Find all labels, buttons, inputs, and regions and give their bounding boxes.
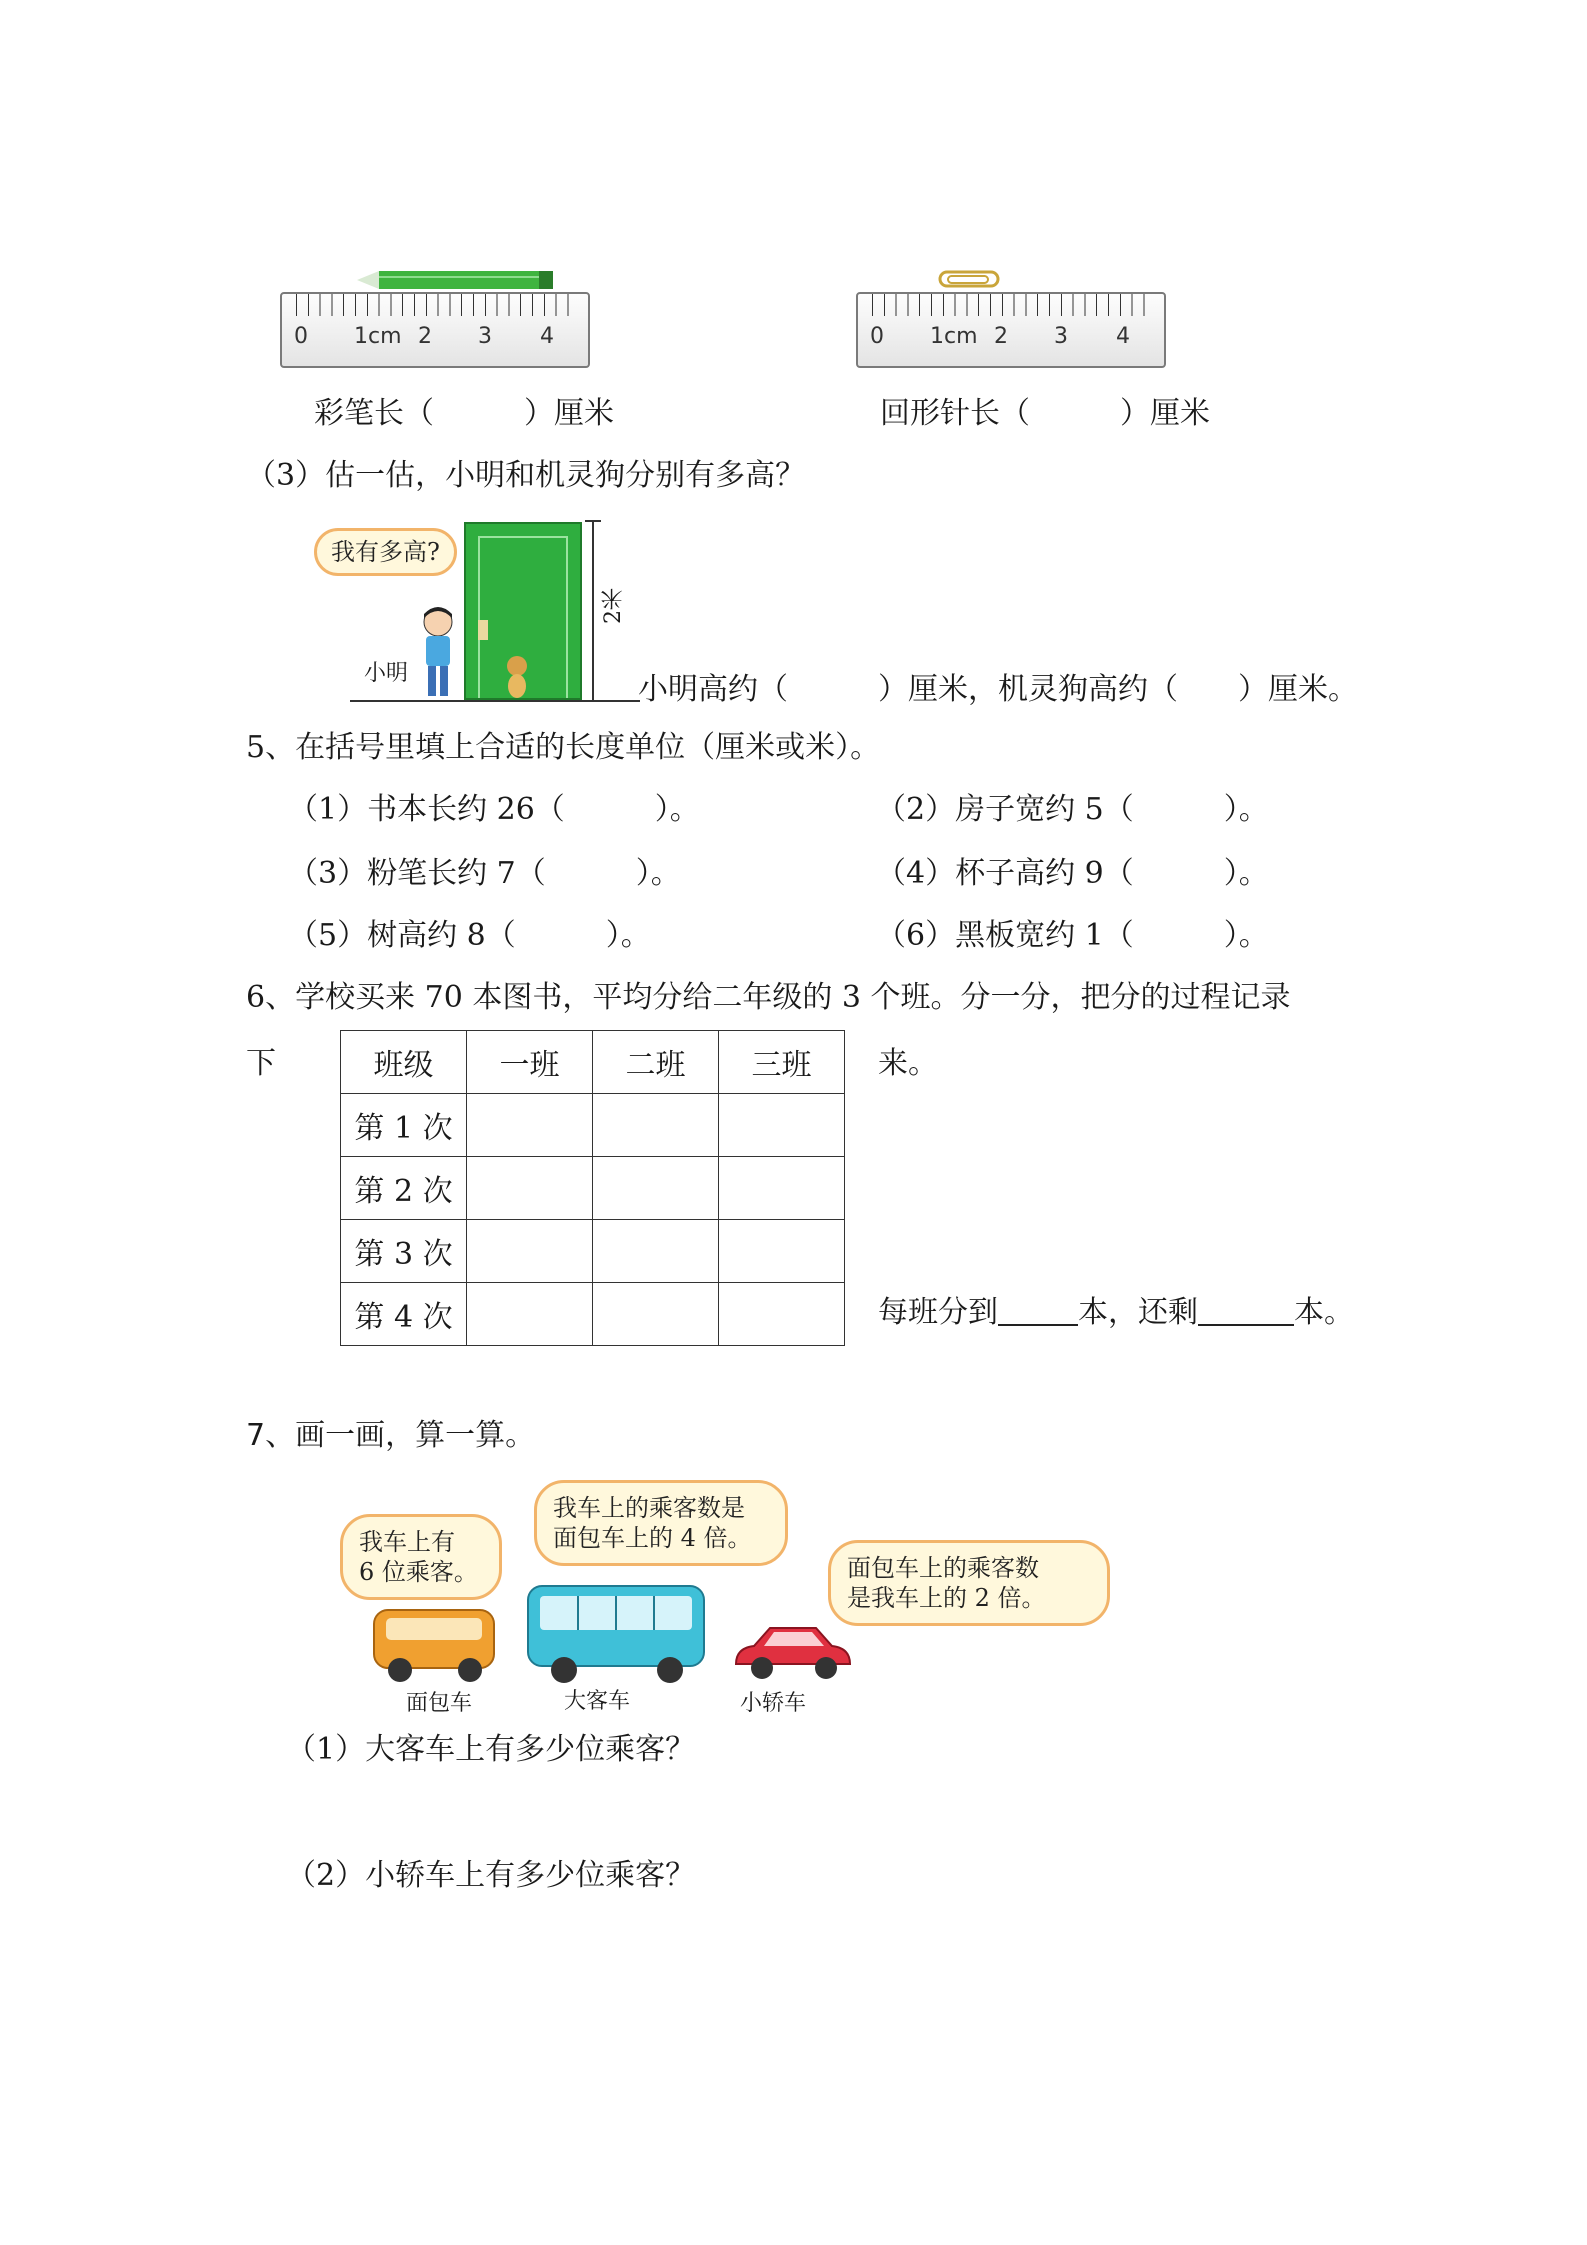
boy-icon [416, 606, 460, 702]
answer-cell[interactable] [593, 1283, 719, 1346]
q6-result [878, 1294, 1354, 1331]
clip-caption: 回形针长（ ）厘米 [880, 396, 1210, 431]
question-bubble: 我有多高? [314, 528, 457, 576]
answer-cell[interactable] [467, 1157, 593, 1220]
q4-3-answer: 小明高约（ ）厘米，机灵狗高约（ ）厘米。 [638, 672, 1358, 707]
answer-blank[interactable] [998, 1294, 1078, 1326]
table-row [341, 1094, 845, 1157]
van-icon [370, 1604, 500, 1686]
row-label: 第 1 次 [341, 1094, 467, 1157]
height-figure [310, 518, 640, 706]
vehicles-figure [326, 1480, 1116, 1716]
door-handle-icon [478, 620, 488, 640]
ruler [280, 292, 590, 368]
pencil-caption: 彩笔长（ ）厘米 [314, 396, 614, 431]
dog-icon [502, 654, 532, 700]
q5-item: （4）杯子高约 9（ ）。 [876, 856, 1269, 891]
pencil-icon [357, 268, 557, 292]
bus-label: 大客车 [564, 1689, 631, 1714]
table-header-cell: 二班 [593, 1031, 719, 1094]
ruler-mark: 3 [478, 324, 492, 349]
q7-sub1: （1）大客车上有多少位乘客？ [286, 1732, 696, 1767]
ruler-mark: 3 [1054, 324, 1068, 349]
result-text: 本。 [1294, 1295, 1354, 1330]
q5-item: （6）黑板宽约 1（ ）。 [876, 918, 1269, 953]
car-icon [730, 1618, 856, 1686]
row-label: 第 4 次 [341, 1283, 467, 1346]
clip-ruler-figure [838, 258, 1168, 378]
answer-cell[interactable] [593, 1157, 719, 1220]
q6-title: 6、学校买来 70 本图书，平均分给二年级的 3 个班。分一分，把分的过程记录 [246, 980, 1291, 1015]
row-label: 第 3 次 [341, 1220, 467, 1283]
van-bubble: 我车上有 6 位乘客。 [340, 1514, 502, 1600]
answer-cell[interactable] [719, 1157, 845, 1220]
table-header-cell: 一班 [467, 1031, 593, 1094]
paperclip-icon [936, 268, 1006, 292]
ruler-mark: 0 [870, 324, 884, 349]
q7-sub2: （2）小轿车上有多少位乘客？ [286, 1858, 696, 1893]
table-row [341, 1220, 845, 1283]
car-label: 小轿车 [740, 1691, 807, 1716]
bus-bubble: 我车上的乘客数是 面包车上的 4 倍。 [534, 1480, 788, 1566]
ruler-mark: 2 [994, 324, 1008, 349]
door-height-label: 2米 [601, 588, 626, 624]
q6-cont-right: 来。 [878, 1046, 938, 1081]
ruler [856, 292, 1166, 368]
ruler-mark: 2 [418, 324, 432, 349]
row-label: 第 2 次 [341, 1157, 467, 1220]
car-bubble: 面包车上的乘客数 是我车上的 2 倍。 [828, 1540, 1110, 1626]
ruler-mark: 0 [294, 324, 308, 349]
answer-cell[interactable] [719, 1220, 845, 1283]
pencil-ruler-figure [262, 258, 592, 378]
answer-cell[interactable] [593, 1094, 719, 1157]
table-header-cell: 班级 [341, 1031, 467, 1094]
van-label: 面包车 [406, 1691, 473, 1716]
result-text: 每班分到 [878, 1295, 998, 1330]
ruler-ticks [872, 294, 1150, 316]
ruler-mark: 1cm [354, 324, 402, 349]
ruler-mark: 4 [540, 324, 554, 349]
q5-item: （1）书本长约 26（ ）。 [288, 792, 700, 827]
q5-title: 5、在括号里填上合适的长度单位（厘米或米）。 [246, 730, 881, 765]
bus-icon [524, 1580, 710, 1686]
boy-label: 小明 [364, 661, 409, 686]
ruler-mark: 4 [1116, 324, 1130, 349]
record-table [340, 1030, 845, 1346]
table-row [341, 1283, 845, 1346]
answer-blank[interactable] [1198, 1294, 1294, 1326]
ruler-mark: 1cm [930, 324, 978, 349]
answer-cell[interactable] [467, 1283, 593, 1346]
table-row [341, 1157, 845, 1220]
q6-cont-left: 下 [246, 1046, 276, 1081]
answer-cell[interactable] [593, 1220, 719, 1283]
answer-cell[interactable] [467, 1094, 593, 1157]
answer-cell[interactable] [719, 1094, 845, 1157]
q5-item: （5）树高约 8（ ）。 [288, 918, 651, 953]
table-header-row [341, 1031, 845, 1094]
table-header-cell: 三班 [719, 1031, 845, 1094]
q5-item: （3）粉笔长约 7（ ）。 [288, 856, 681, 891]
result-text: 本，还剩 [1078, 1295, 1198, 1330]
ruler-ticks [296, 294, 574, 316]
answer-cell[interactable] [467, 1220, 593, 1283]
q7-title: 7、画一画，算一算。 [246, 1418, 536, 1453]
answer-cell[interactable] [719, 1283, 845, 1346]
q5-item: （2）房子宽约 5（ ）。 [876, 792, 1269, 827]
q4-3-title: （3）估一估，小明和机灵狗分别有多高？ [246, 458, 806, 493]
